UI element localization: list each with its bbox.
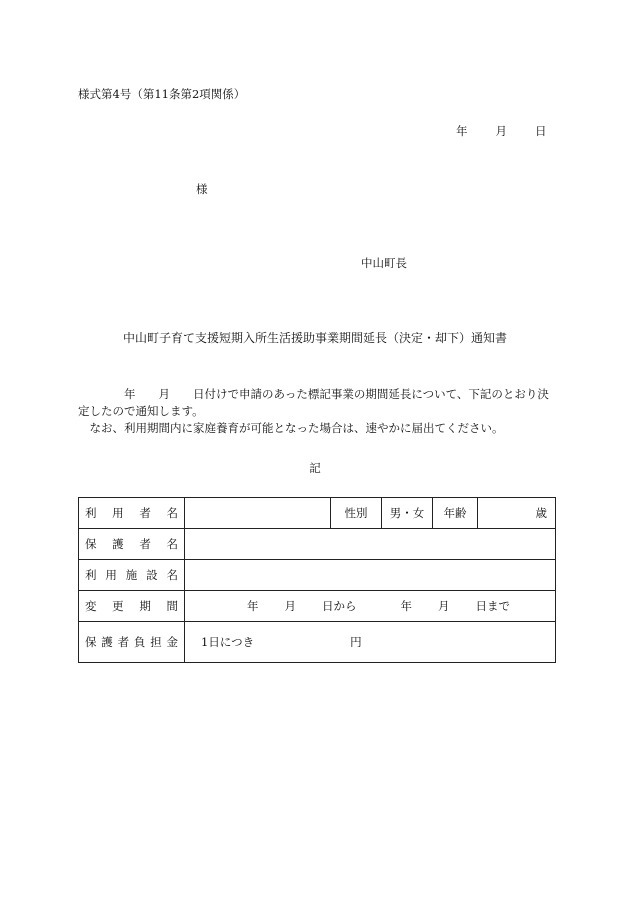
date-month: 月	[495, 124, 507, 138]
period-month-2: 月	[438, 599, 450, 613]
user-name-label: 利用者名	[79, 498, 185, 529]
age-label: 年齢	[433, 498, 478, 529]
period-year-2: 年	[400, 599, 412, 613]
body-paragraph-2: なお、利用期間内に家庭養育が可能となった場合は、速やかに届出てください。	[78, 421, 504, 435]
gender-label: 性別	[331, 498, 382, 529]
facility-label: 利用施設名	[79, 560, 185, 591]
table-row	[79, 498, 556, 529]
date-day: 日	[535, 124, 547, 138]
addressee-suffix: 様	[196, 182, 208, 196]
table-row	[79, 591, 556, 622]
period-month-1: 月	[284, 599, 296, 613]
gender-value[interactable]: 男・女	[382, 498, 433, 529]
fee-unit: 円	[350, 635, 362, 649]
document-title: 中山町子育て支援短期入所生活援助事業期間延長（決定・却下）通知書	[122, 331, 507, 345]
table-row	[79, 529, 556, 560]
form-number: 様式第4号（第11条第2項関係）	[78, 87, 246, 101]
period-day-2: 日まで	[475, 599, 510, 613]
user-name-cell[interactable]	[185, 498, 331, 529]
facility-cell[interactable]	[185, 560, 556, 591]
date-year: 年	[456, 124, 468, 138]
table-row	[79, 560, 556, 591]
period-year-1: 年	[247, 599, 259, 613]
fee-per-day: 1日につき	[201, 635, 255, 649]
details-table	[78, 497, 556, 663]
ki-heading: 記	[309, 461, 321, 475]
body-paragraph-1: 年 月 日付けで申請のあった標記事業の期間延長について、下記のとおり決定したので通知します。	[78, 387, 549, 418]
period-day-1: 日から	[322, 599, 357, 613]
period-cell[interactable]	[185, 591, 556, 622]
body-text	[78, 386, 558, 437]
date-line	[456, 124, 547, 138]
fee-label: 保護者負担金	[79, 622, 185, 663]
table-row	[79, 622, 556, 663]
age-cell[interactable]: 歳	[478, 498, 556, 529]
guardian-cell[interactable]	[185, 529, 556, 560]
period-label: 変更期間	[79, 591, 185, 622]
fee-cell[interactable]	[185, 622, 556, 663]
sender-name: 中山町長	[361, 256, 407, 270]
guardian-label: 保護者名	[79, 529, 185, 560]
